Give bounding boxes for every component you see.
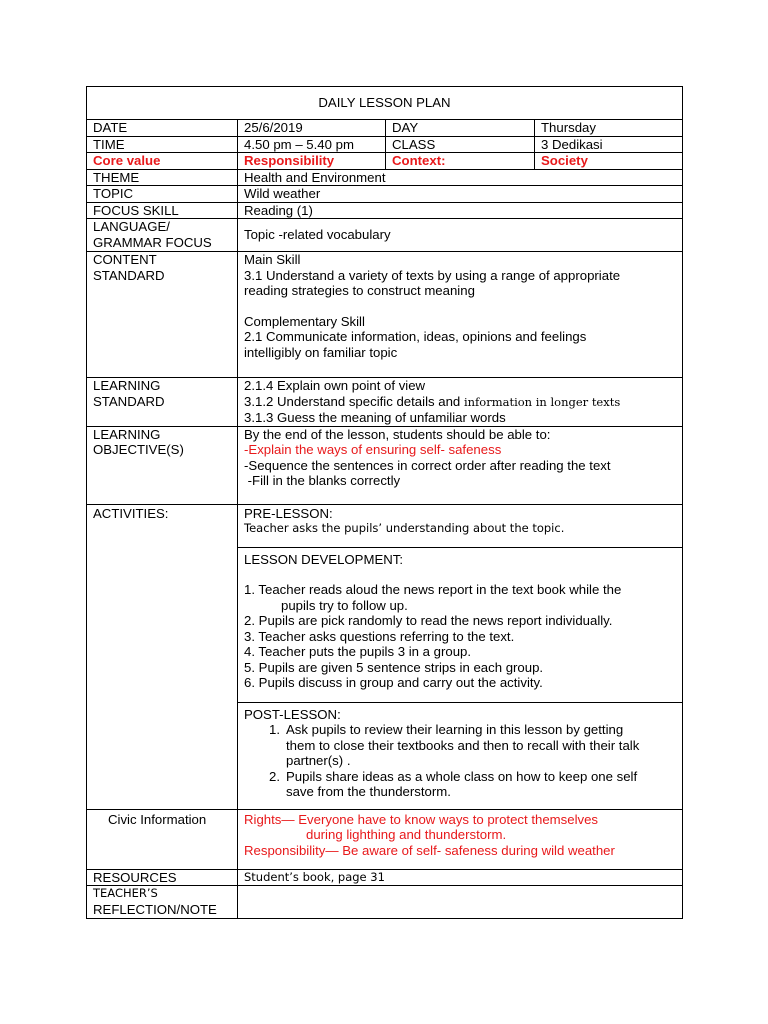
language-label-line2: GRAMMAR FOCUS <box>93 234 212 250</box>
standard-3-1-3: 3.1.3 Guess the meaning of unfamiliar words <box>244 410 506 425</box>
objectives-label-line2: OBJECTIVE(S) <box>93 442 184 457</box>
dev-item-3: 3. Teacher asks questions referring to the text. <box>244 628 515 644</box>
learning-standard-line1: LEARNING <box>93 378 161 393</box>
post-lesson-list <box>244 722 682 800</box>
class-value: 3 Dedikasi <box>535 136 683 153</box>
standard-3-1-2: 3.1.2 Understand specific details and information in longer texts <box>244 393 621 409</box>
post-lesson-title: POST-LESSON: <box>244 706 341 722</box>
reflection-value <box>238 886 683 919</box>
topic-label: TOPIC <box>87 186 238 203</box>
dev-item-4: 4. Teacher puts the pupils 3 in a group. <box>244 644 472 659</box>
post-item-1: 1. Ask pupils to review their learning in this lesson by getting them to close their textbooks and then to recall with their talk partner(s) . <box>269 722 640 768</box>
complementary-skill-text: 2.1 Communicate information, ideas, opinions and feelings intelligibly on familiar topic <box>244 329 587 360</box>
pre-lesson-title: PRE-LESSON: <box>244 505 333 521</box>
language-label-line1: LANGUAGE/ <box>93 219 170 234</box>
learning-standard-line2: STANDARD <box>93 393 165 409</box>
dev-item-6: 6. Pupils discuss in group and carry out the activity. <box>244 675 543 690</box>
standard-2-1-4: 2.1.4 Explain own point of view <box>244 378 426 393</box>
dev-item-1-cont: pupils try to follow up. <box>281 597 408 613</box>
day-label: DAY <box>386 120 535 137</box>
reflection-label-line1: TEACHER’S <box>93 886 158 900</box>
core-value-value: Responsibility <box>238 153 386 170</box>
civic-information-label: Civic Information <box>87 809 238 869</box>
objective-1: -Explain the ways of ensuring self- safeness <box>244 442 502 457</box>
context-value: Society <box>535 153 683 170</box>
reflection-label <box>87 886 238 919</box>
resources-value: Student’s book, page 31 <box>238 869 683 886</box>
page-title: DAILY LESSON PLAN <box>87 87 683 120</box>
dev-item-5: 5. Pupils are given 5 sentence strips in each group. <box>244 659 544 675</box>
post-lesson-section <box>238 703 682 809</box>
class-label: CLASS <box>386 136 535 153</box>
day-value: Thursday <box>535 120 683 137</box>
resources-label: RESOURCES <box>87 869 238 886</box>
date-label: DATE <box>87 120 238 137</box>
context-label: Context: <box>386 153 535 170</box>
lesson-development-section <box>238 548 682 703</box>
civic-responsibility-line: Responsibility— Be aware of self- safeness during wild weather <box>244 842 615 858</box>
activities-label: ACTIVITIES: <box>87 504 238 809</box>
objectives-intro: By the end of the lesson, students should be able to: <box>244 426 551 442</box>
lesson-plan-table <box>86 86 683 919</box>
objectives-label-line1: LEARNING <box>93 426 161 442</box>
civic-rights-line: Rights— Everyone have to know ways to protect themselves <box>244 811 599 827</box>
theme-value: Health and Environment <box>238 169 683 186</box>
language-focus-value: Topic -related vocabulary <box>238 219 683 252</box>
complementary-skill-heading: Complementary Skill <box>244 313 365 329</box>
learning-objectives-value <box>238 426 683 504</box>
date-value: 25/6/2019 <box>238 120 386 137</box>
main-skill-text: 3.1 Understand a variety of texts by using a range of appropriate reading strategies to construct meaning <box>244 267 621 298</box>
pre-lesson-text: Teacher asks the pupils’ understanding about the topic. <box>244 521 565 535</box>
theme-label: THEME <box>87 169 238 186</box>
core-value-label: Core value <box>87 153 238 170</box>
focus-skill-label: FOCUS SKILL <box>87 202 238 219</box>
time-value: 4.50 pm – 5.40 pm <box>238 136 386 153</box>
objective-2: -Sequence the sentences in correct order after reading the text <box>244 457 611 473</box>
dev-item-1: 1. Teacher reads aloud the news report in the text book while the <box>244 582 622 597</box>
civic-rights-cont: during lighthing and thunderstorm. <box>306 827 507 842</box>
dev-item-2: 2. Pupils are pick randomly to read the news report individually. <box>244 613 613 628</box>
content-label-line1: CONTENT <box>93 252 157 267</box>
learning-standard-label <box>87 378 238 427</box>
pre-lesson-section <box>238 505 682 548</box>
topic-value: Wild weather <box>238 186 683 203</box>
objective-3: -Fill in the blanks correctly <box>244 473 401 488</box>
content-label-line2: STANDARD <box>93 267 165 283</box>
language-focus-label <box>87 219 238 252</box>
learning-standard-value <box>238 378 683 427</box>
reflection-label-line2: REFLECTION/NOTE <box>93 901 217 917</box>
post-item-2: 2. Pupils share ideas as a whole class on how to keep one self save from the thunderstorm. <box>269 768 638 799</box>
learning-objectives-label <box>87 426 238 504</box>
lesson-development-title: LESSON DEVELOPMENT: <box>244 551 404 567</box>
content-standard-value <box>238 252 683 378</box>
activities-value <box>238 504 683 809</box>
focus-skill-value: Reading (1) <box>238 202 683 219</box>
main-skill-heading: Main Skill <box>244 252 301 267</box>
content-standard-label <box>87 252 238 378</box>
time-label: TIME <box>87 136 238 153</box>
civic-information-value <box>238 809 683 869</box>
